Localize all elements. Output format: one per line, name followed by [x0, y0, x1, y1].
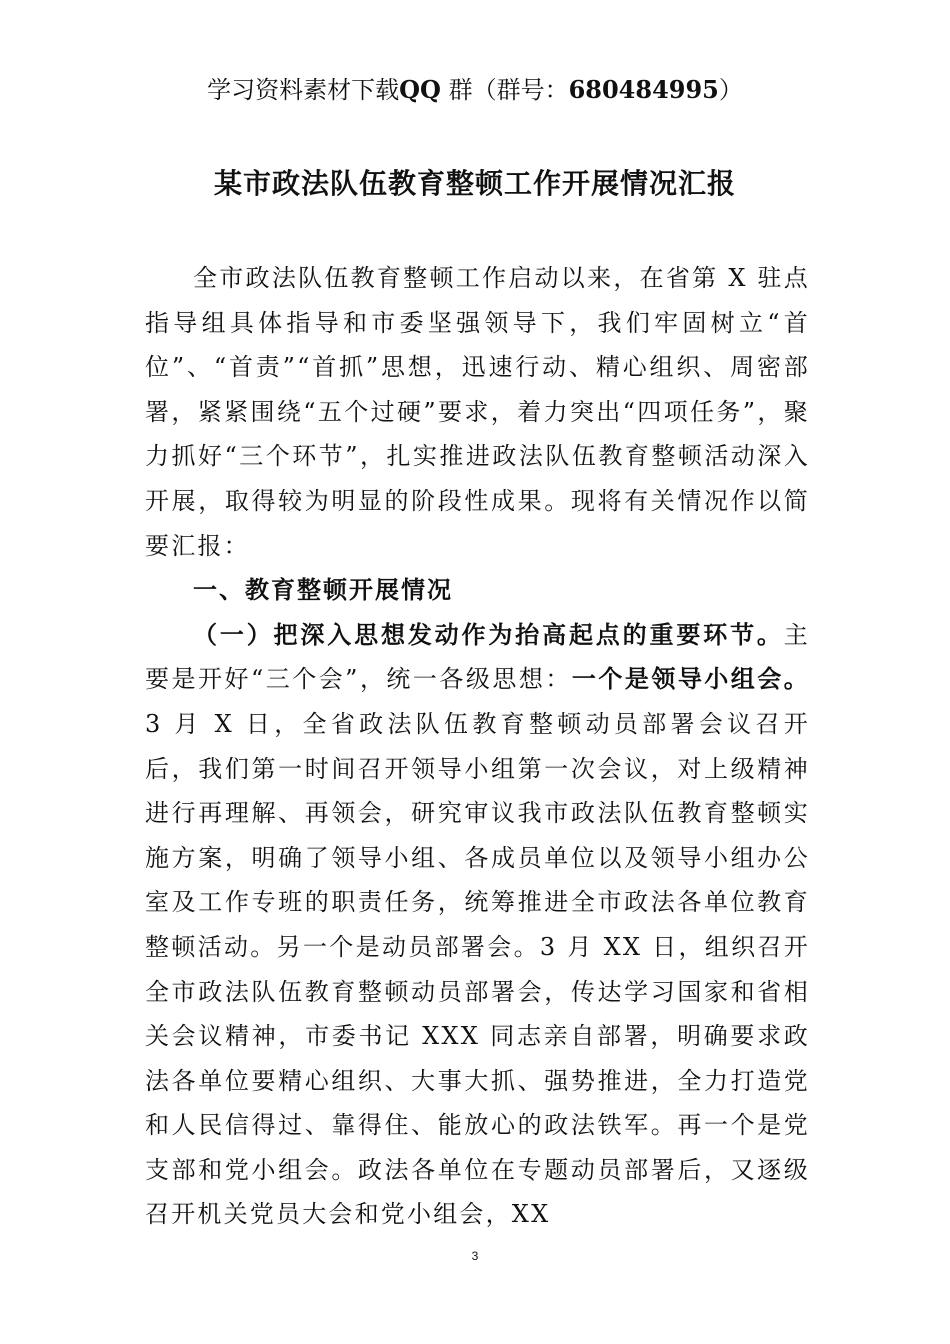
page-number: 3	[471, 1249, 479, 1263]
subsection-bold-lead: （一）把深入思想发动作为抬高起点的重要环节。	[193, 619, 784, 649]
banner-group-number: 680484995	[568, 75, 719, 104]
document-body	[145, 256, 810, 1237]
banner-prefix: 学习资料素材下载	[207, 76, 400, 104]
subsection-text-2: 3 月 X 日，全省政法队伍教育整顿动员部署会议召开后，我们第一时间召开领导小组第一次会议，对上级精神进行再理解、再领会，研究审议我市政法队伍教育整顿实施方案，明确了领导小组、各成员单位以及领导小组办公室及工作专班的职责任务，统筹推进全市政法各单位教育整顿活动。另一个是动员部署会。3 月 XX 日，组织召开全市政法队伍教育整顿动员部署会，传达学习国家和省相关会议精神，市委书记 XXX 同志亲自部署，明确要求政法各单位要精心组织、大事大抓、强势推进，全力打造党和人民信得过、靠得住、能放心的政法铁军。再一个是党支部和党小组会。政法各单位在专题动员部署后，又逐级召开机关党员大会和党小组会，XX	[145, 709, 810, 1229]
subsection-text-1: 主要是开好“三个会”，统一各级思想：	[145, 620, 810, 694]
section-heading: 一、教育整顿开展情况	[193, 576, 453, 605]
banner-qq-label: QQ	[399, 75, 441, 104]
subsection-bold-item: 一个是领导小组会。	[571, 664, 810, 694]
subsection-paragraph	[145, 613, 810, 1237]
document-title: 某市政法队伍教育整顿工作开展情况汇报	[213, 167, 736, 200]
banner-mid: 群（群号：	[440, 76, 569, 104]
download-banner	[0, 74, 950, 106]
banner-suffix: ）	[718, 76, 743, 104]
intro-paragraph: 全市政法队伍教育整顿工作启动以来，在省第 X 驻点指导组具体指导和市委坚强领导下，我们牢固树立“首位”、“首责”“首抓”思想，迅速行动、精心组织、周密部署，紧紧围绕“五个过硬”要求，着力突出“四项任务”，聚力抓好“三个环节”，扎实推进政法队伍教育整顿活动深入开展，取得较为明显的阶段性成果。现将有关情况作以简要汇报：	[145, 264, 810, 560]
